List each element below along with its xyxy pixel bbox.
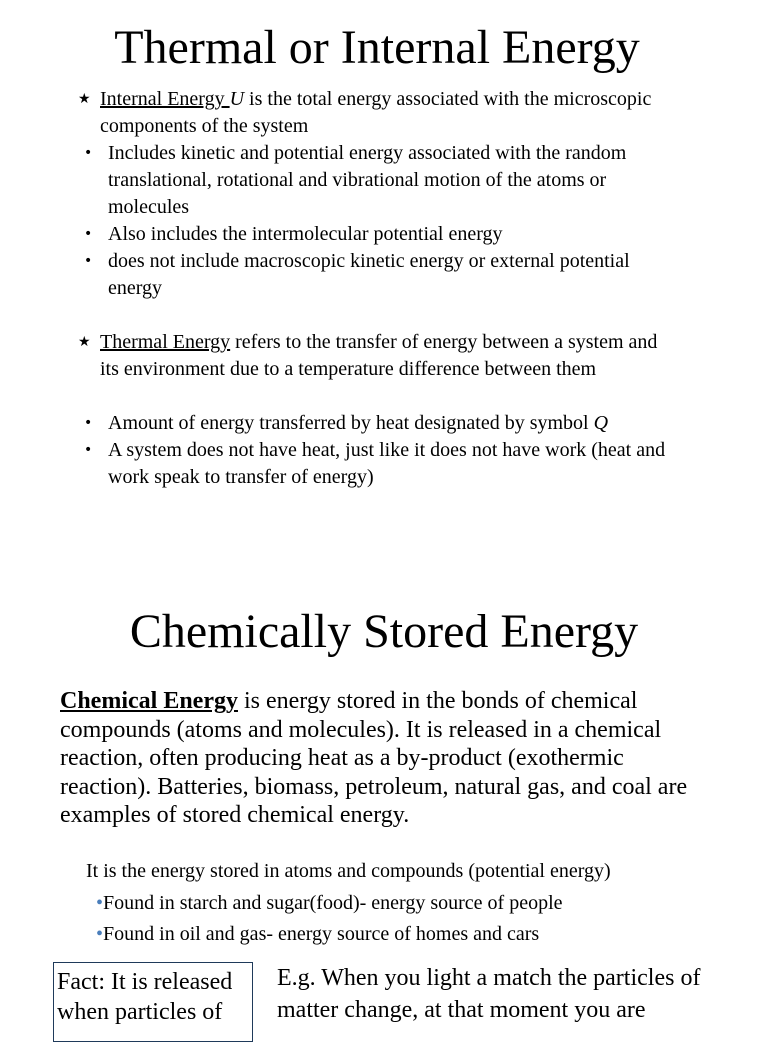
intro-line: It is the energy stored in atoms and compounds (potential energy) — [86, 860, 611, 882]
bullet-icon: • — [96, 892, 104, 914]
list-item-text: does not include macroscopic kinetic energy or external potential energy — [108, 250, 630, 299]
internal-energy-definition — [78, 86, 658, 140]
bullet-icon: • — [84, 253, 93, 269]
list-item — [84, 221, 684, 248]
symbol-u: U — [229, 88, 245, 110]
bullet-icon: • — [84, 226, 93, 242]
list-item-text: Found in starch and sugar(food)- energy source of people — [103, 892, 563, 914]
thermal-energy-term: Thermal Energy — [100, 331, 231, 353]
bullet-icon: • — [84, 145, 93, 161]
chemical-energy-paragraph — [60, 687, 720, 830]
page-title-thermal: Thermal or Internal Energy — [114, 21, 640, 74]
list-item — [84, 248, 684, 302]
bullet-icon: • — [84, 442, 93, 458]
list-item-text: Includes kinetic and potential energy associated with the random translational, rotational and vibrational motion of the atoms or molecules — [108, 142, 627, 218]
fact-box: Fact: It is released when particles of — [53, 962, 253, 1042]
list-item-text: A system does not have heat, just like it does not have work (heat and work speak to transfer of energy) — [108, 439, 666, 488]
list-item — [84, 410, 684, 437]
list-item — [84, 437, 684, 491]
star-bullet-icon: ★ — [78, 91, 91, 107]
example-text: E.g. When you light a match the particles of matter change, at that moment you are — [277, 965, 701, 1023]
symbol-q: Q — [593, 412, 609, 434]
bullet-icon: • — [96, 923, 104, 945]
list-item — [84, 140, 684, 221]
list-item-text: Amount of energy transferred by heat designated by symbol — [108, 412, 594, 434]
chemical-energy-term: Chemical Energy — [60, 688, 238, 714]
page-title-chemical: Chemically Stored Energy — [129, 605, 639, 658]
thermal-energy-definition — [78, 329, 658, 383]
thermal-energy-text: refers to the transfer of energy between a system and its environment due to a temperature difference between them — [100, 331, 658, 380]
internal-energy-text: is the total energy associated with the microscopic components of the system — [100, 88, 652, 137]
list-item — [96, 921, 716, 947]
internal-energy-term: Internal Energy — [100, 88, 230, 110]
list-item-text: Also includes the intermolecular potential energy — [108, 223, 503, 245]
list-item — [96, 890, 716, 916]
bullet-icon: • — [84, 415, 93, 431]
star-bullet-icon: ★ — [78, 334, 91, 350]
list-item-text: Found in oil and gas- energy source of homes and cars — [103, 923, 540, 945]
chemical-energy-text: is energy stored in the bonds of chemical compounds (atoms and molecules). It is released in a chemical reaction, often producing heat as a by-product (exothermic reaction). Batteries, biomass, petroleum, natural gas, and coal are examples of stored chemical energy. — [60, 688, 688, 828]
